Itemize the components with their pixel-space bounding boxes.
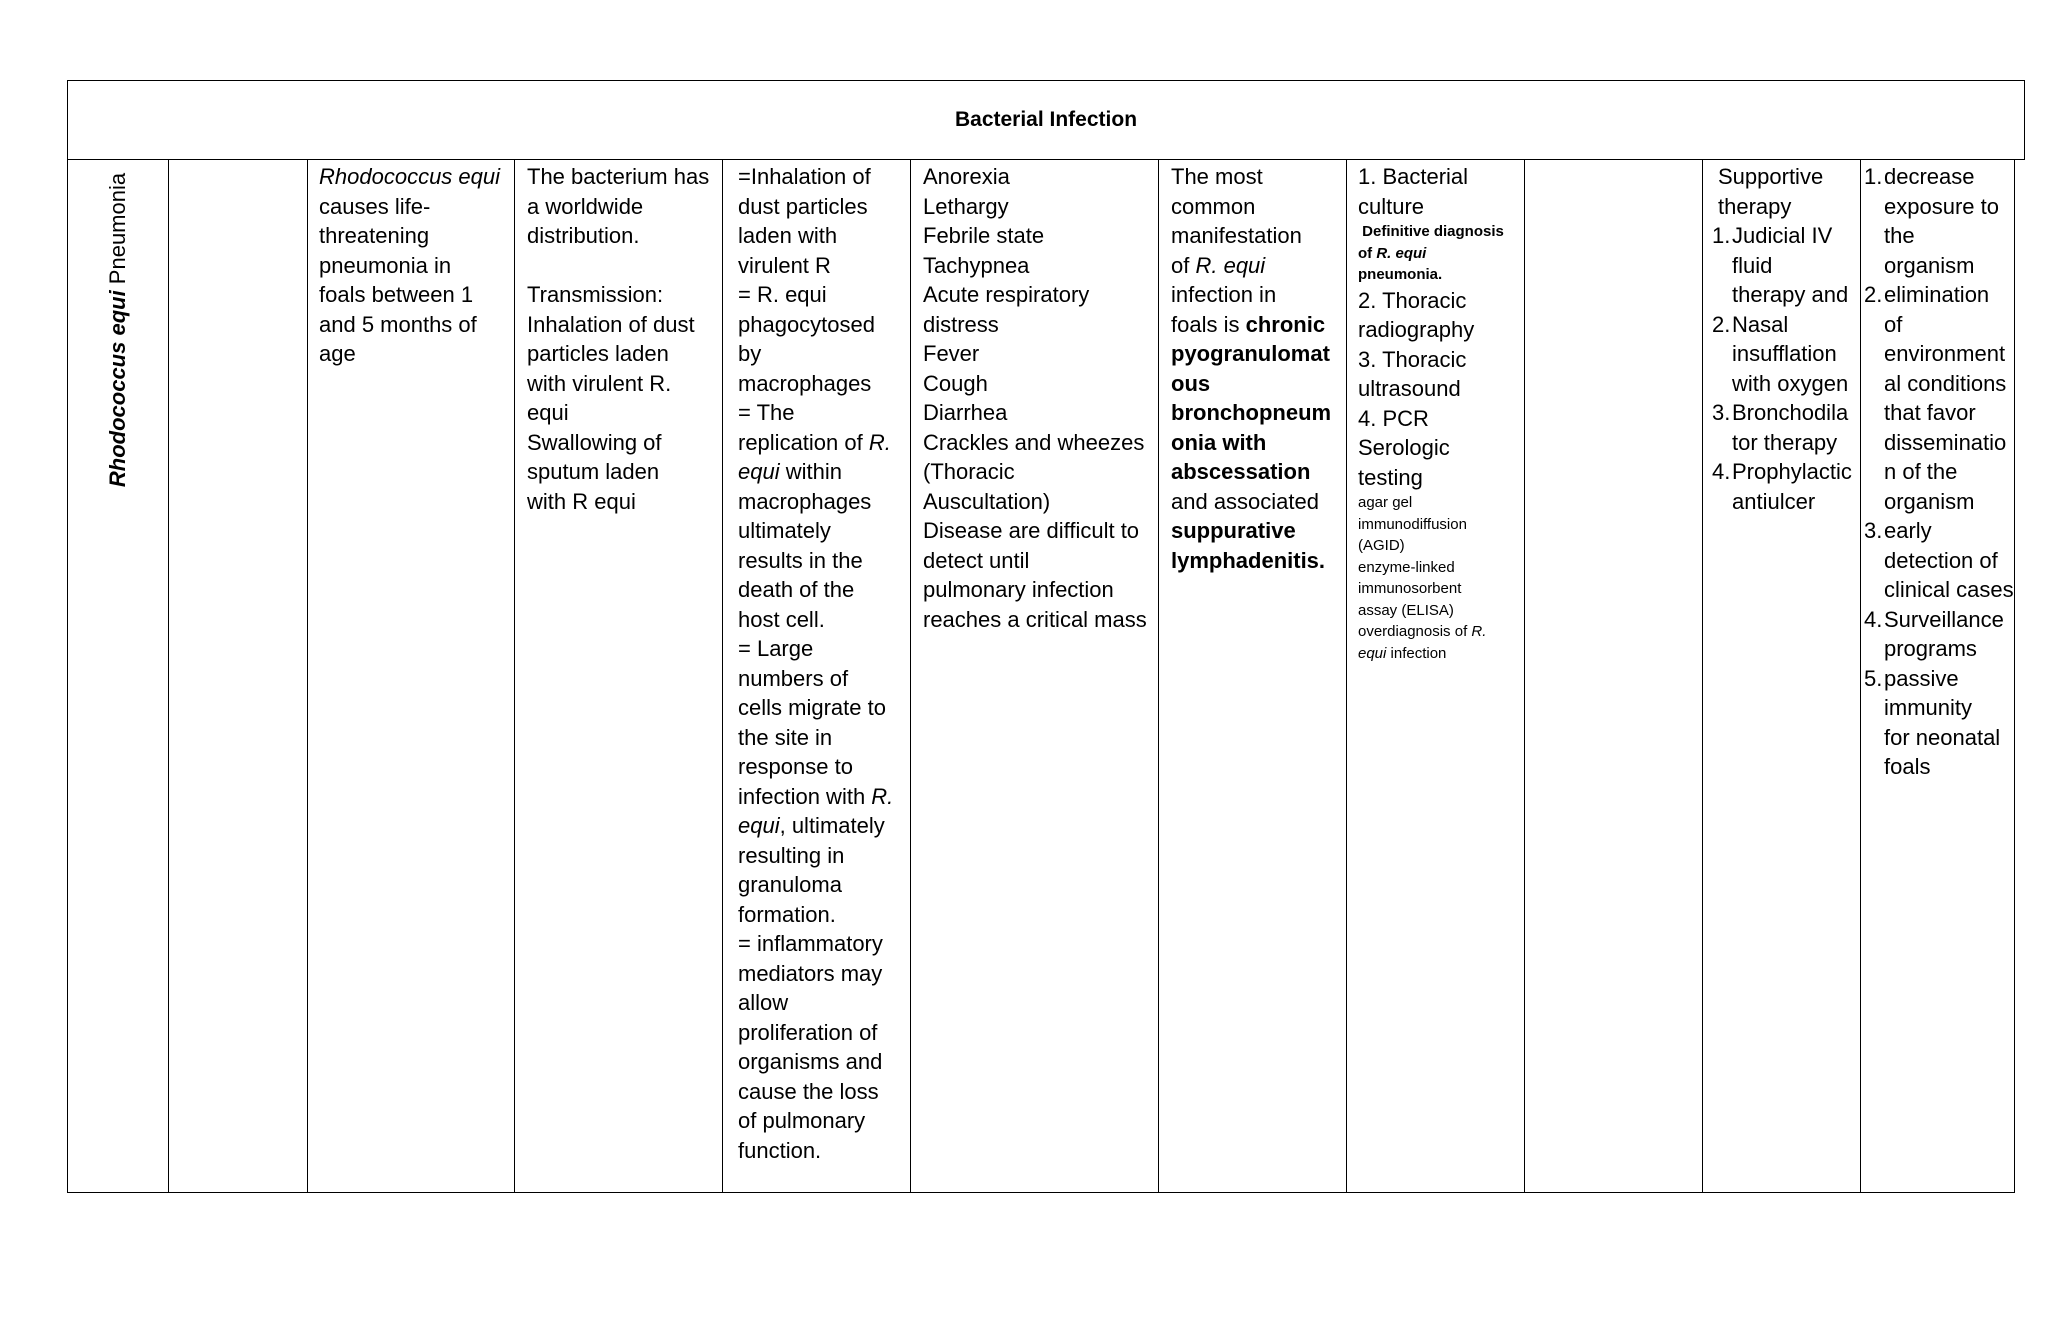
list-item: 3. Bronchodila tor therapy [1712, 400, 1849, 455]
list-item: 5. passive immunity for neonatal foals [1864, 665, 2001, 779]
pathogenesis-cell: =Inhalation of dust particles laden with virulent R = R. equi phagocytosed by macrophages = The replication of R. equi within macrophages ultimately results in the death of the host cell. = Large numbers of cells migrate to the site in response to infection with R. equi, ultimately resulting in granuloma formation. = inflammatory mediators may allow proliferation of organisms and cause the loss of pulmonary function. [738, 164, 894, 1163]
table-title: Bacterial Infection [954, 108, 1138, 131]
description-cell: Rhodococcus equi causes life- threatening pneumonia in foals between 1 and 5 months of age [319, 164, 501, 366]
column-divider [1702, 160, 1703, 1192]
epidemiology-cell: The bacterium has a worldwide distribution. Transmission: Inhalation of dust particles laden with virulent R. equi Swallowing of sputum laden with R equi [527, 164, 710, 514]
disease-name-cell [68, 160, 168, 488]
disease-row [67, 159, 2015, 1193]
list-item: 1. decrease exposure to the organism [1864, 164, 1999, 278]
column-divider [168, 160, 169, 1192]
treatment-cell: Supportive therapy 1. Judicial IV fluid therapy and 2. Nasal insufflation with oxygen 3. Bronchodila tor therapy 4. Prophylactic antiulcer [1712, 162, 1862, 516]
column-divider [307, 160, 308, 1192]
list-item: 2. elimination of environment al conditions that favor disseminatio n of the organism [1864, 282, 2007, 514]
list-item: 4. Surveillance programs [1864, 606, 2004, 661]
lesions-cell: The most common manifestation of R. equi infection in foals is chronic pyogranulomat ous bronchopneum onia with abscessation and associated suppurative lymphadenitis. [1171, 164, 1332, 573]
treatment-list [1712, 221, 1862, 516]
column-divider [514, 160, 515, 1192]
diagnosis-cell: 1. Bacterial culture Definitive diagnosis of R. equi pneumonia. 2. Thoracic radiography 3. Thoracic ultrasound 4. PCR Serologic testing agar gel immunodiffusion (AGID) enzyme-linked immunosorbent assay (ELISA) overdiagnosis of R. equi infection [1358, 164, 1504, 662]
list-item: 2. Nasal insufflation with oxygen [1712, 311, 1849, 396]
clinical-signs-cell: Anorexia Lethargy Febrile state Tachypnea Acute respiratory distress Fever Cough Diarrhea Crackles and wheezes (Thoracic Auscultation) Disease are difficult to detect until pulmonary infection reaches a critical mass [923, 164, 1147, 632]
disease-name: Rhodococcus equi Pneumonia [105, 172, 130, 488]
table-header-row [67, 80, 2025, 160]
list-item: 3. early detection of clinical cases [1864, 518, 2014, 602]
prevention-cell [1864, 162, 2014, 782]
list-item: 4. Prophylactic antiulcer [1712, 459, 1852, 514]
prevention-list [1864, 162, 2014, 782]
list-item: 1. Judicial IV fluid therapy and [1712, 223, 1849, 307]
column-divider [722, 160, 723, 1192]
